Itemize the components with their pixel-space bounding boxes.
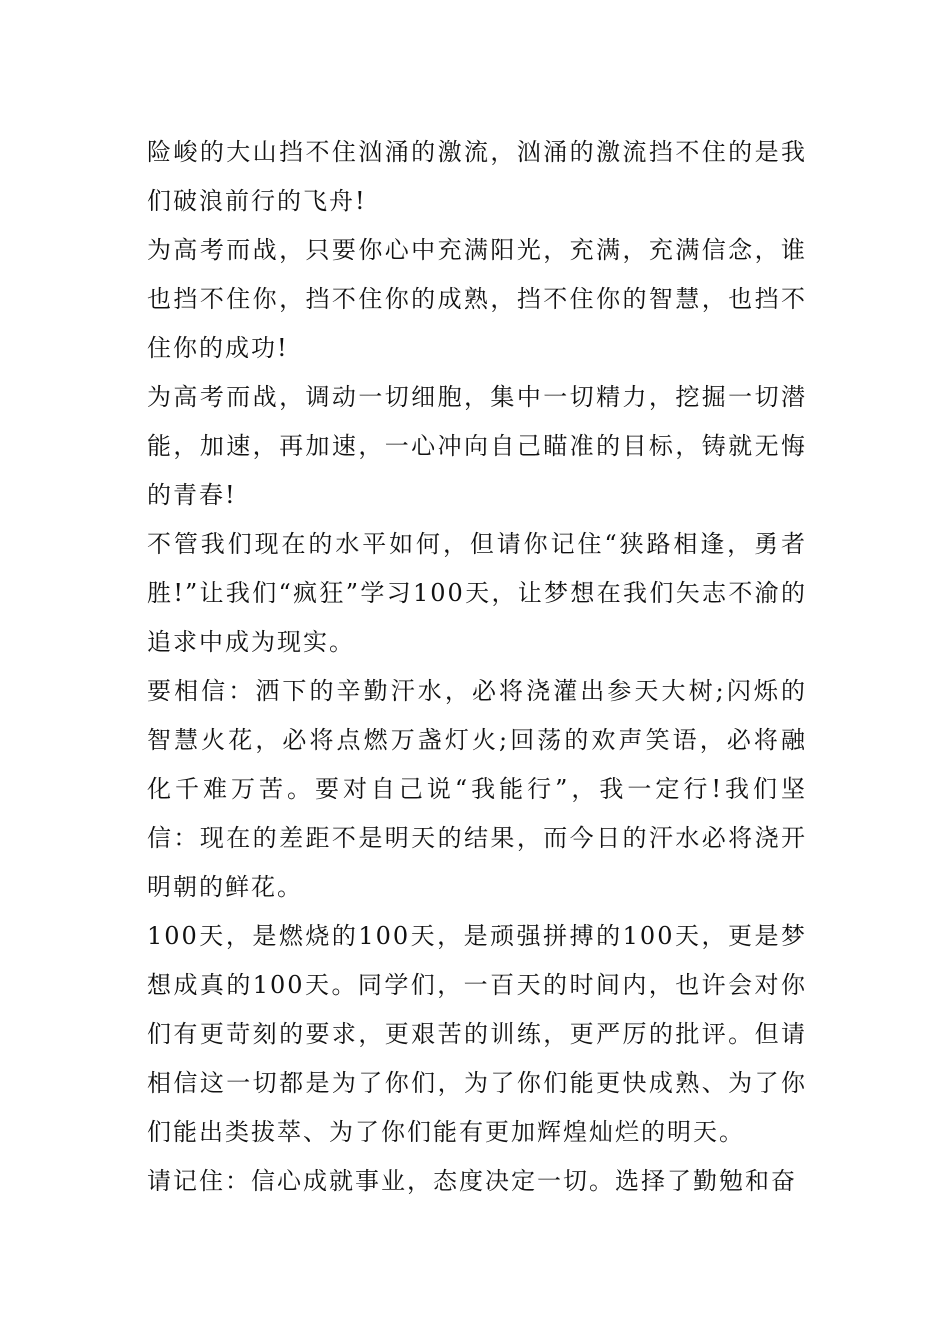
paragraph: 为高考而战，只要你心中充满阳光，充满，充满信念，谁也挡不住你，挡不住你的成熟，挡不住你的智慧，也挡不住你的成功! <box>147 236 807 362</box>
document-body <box>147 128 807 1206</box>
paragraph: 为高考而战，调动一切细胞，集中一切精力，挖掘一切潜能，加速，再加速，一心冲向自己瞄准的目标，铸就无悔的青春! <box>147 383 807 509</box>
paragraph: 100天，是燃烧的100天，是顽强拼搏的100天，更是梦想成真的100天。同学们，一百天的时间内，也许会对你们有更苛刻的要求，更艰苦的训练，更严厉的批评。但请相信这一切都是为了你们，为了你们能更快成熟、为了你们能出类拔萃、为了你们能有更加辉煌灿烂的明天。 <box>147 922 807 1146</box>
paragraph: 要相信：洒下的辛勤汗水，必将浇灌出参天大树;闪烁的智慧火花，必将点燃万盏灯火;回荡的欢声笑语，必将融化千难万苦。要对自己说“我能行”，我一定行!我们坚信：现在的差距不是明天的结果，而今日的汗水必将浇开明朝的鲜花。 <box>147 677 807 901</box>
paragraph: 请记住：信心成就事业，态度决定一切。选择了勤勉和奋 <box>147 1167 797 1195</box>
paragraph: 险峻的大山挡不住汹涌的激流，汹涌的激流挡不住的是我们破浪前行的飞舟! <box>147 138 807 215</box>
paragraph: 不管我们现在的水平如何，但请你记住“狭路相逢，勇者胜!”让我们“疯狂”学习100天，让梦想在我们矢志不渝的追求中成为现实。 <box>147 530 807 656</box>
